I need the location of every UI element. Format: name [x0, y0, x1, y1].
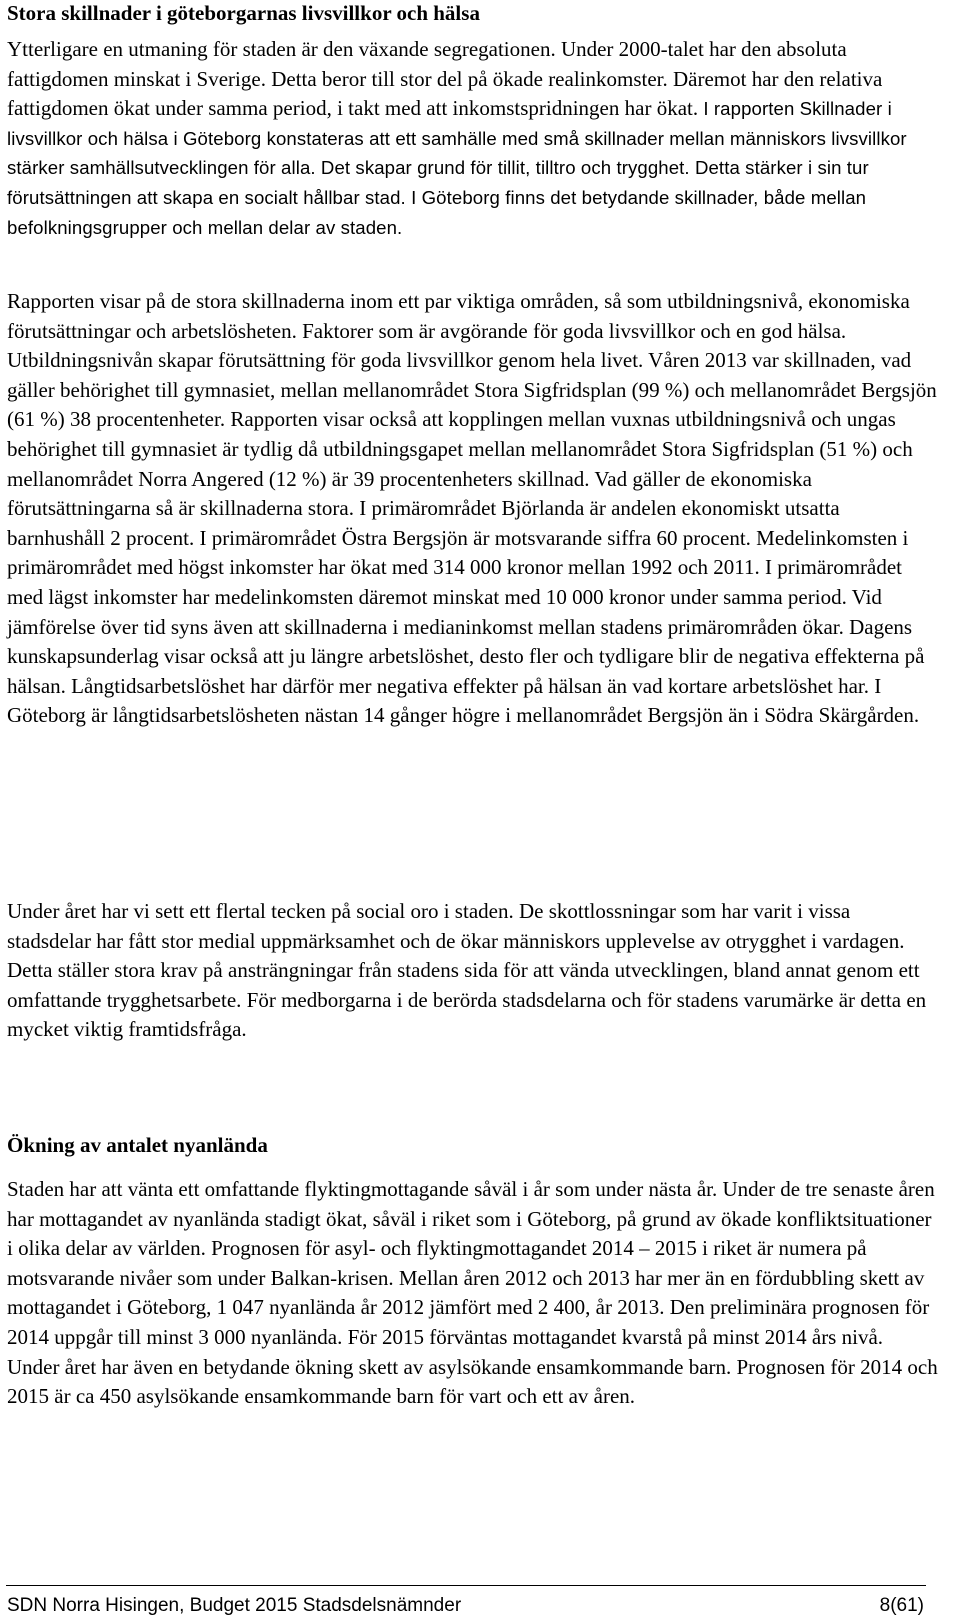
footer-document-title: SDN Norra Hisingen, Budget 2015 Stadsdelsnämnder [7, 1595, 462, 1616]
section-heading-stora-skillnader: Stora skillnader i göteborgarnas livsvillkor och hälsa [7, 1, 480, 25]
paragraph-skillnader-rapport: Rapporten visar på de stora skillnaderna inom ett par viktiga områden, så som utbildningsnivå, ekonomiska förutsättningar och arbetslösheten. Faktorer som är avgörande för goda livsvillkor och en god hälsa. Utbildningsnivån skapar förutsättning för goda livsvillkor genom hela livet. Våren 2013 var skillnaden, vad gäller behörighet till gymnasiet, mellan mellanområdet Stora Sigfridsplan (99 %) och mellanområdet Bergsjön (61 %) 38 procentenheter. Rapporten visar också att kopplingen mellan vuxnas utbildningsnivå och ungas behörighet till gymnasiet är tydlig då utbildningsgapet mellan mellanområdet Stora Sigfridsplan (51 %) och mellanområdet Norra Angered (12 %) är 39 procentenheters skillnad. Vad gäller de ekonomiska förutsättningarna så är skillnaderna stora. I primärområdet Björlanda är andelen ekonomiskt utsatta barnhushåll 2 procent. I primärområdet Östra Bergsjön är motsvarande siffra 60 procent. Medelinkomsten i primärområdet med högst inkomster har ökat med 314 000 kronor mellan 1992 och 2011. I primärområdet med lägst inkomster har medelinkomsten däremot minskat med 10 000 kronor under samma period. Vid jämförelse över tid syns även att skillnaderna i medianinkomst mellan stadens primärområden ökar. Dagens kunskapsunderlag visar också att ju längre arbetslöshet, desto fler och tydligare blir de negativa effekterna på hälsan. Långtidsarbetslöshet har därför mer negativa effekter på hälsan än vad kortare arbetslöshet har. I Göteborg är långtidsarbetslösheten nästan 14 gånger högre i mellanområdet Bergsjön än i Södra Skärgården. [7, 289, 937, 728]
paragraph-segregation-part-1: Ytterligare en utmaning för staden är den växande segregationen. Under 2000-talet har den absoluta fattigdomen minskat i Sverige. Detta beror till stor del på ökade realinkomster. Däremot har den relativa fattigdomen ökat under samma period, i takt med att inkomstspridningen har ökat. [7, 37, 883, 121]
paragraph-social-oro: Under året har vi sett ett flertal tecken på social oro i staden. De skottlossningar som har varit i vissa stadsdelar har fått stor medial uppmärksamhet och de ökar människors upplevelse av otrygghet i vardagen. Detta ställer stora krav på ansträngningar från stadens sida för att vända utvecklingen, bland annat genom ett omfattande trygghetsarbete. För medborgarna i de berörda stadsdelarna och för stadens varumärke är detta en mycket viktig framtidsfråga. [7, 899, 927, 1042]
paragraph-segregation [7, 35, 939, 242]
paragraph-segregation-part-2: I rapporten Skillnader i livsvillkor och hälsa i Göteborg konstateras att ett samhälle med små skillnader mellan människors livsvillkor stärker samhällsutvecklingen för alla. Det skapar grund för tillit, tilltro och trygghet. Detta stärker i sin tur förutsättningen att skapa en socialt hållbar stad. I Göteborg finns det betydande skillnader, både mellan befolkningsgrupper och mellan delar av staden. [7, 98, 907, 238]
footer-page-number: 8(61) [879, 1595, 924, 1616]
footer-divider [6, 1585, 926, 1586]
section-heading-nyanlanda: Ökning av antalet nyanlända [7, 1133, 268, 1157]
paragraph-nyanlanda: Staden har att vänta ett omfattande flyktingmottagande såväl i år som under nästa år. Under de tre senaste åren har mottagandet av nyanlända stadigt ökat, såväl i riket som i Göteborg, på grund av ökade konfliktsituationer i olika delar av världen. Prognosen för asyl- och flyktingmottagandet 2014 – 2015 i riket är numera på motsvarande nivåer som under Balkan-krisen. Mellan åren 2012 och 2013 har mer än en fördubbling skett av mottagandet i Göteborg, 1 047 nyanlända år 2012 jämfört med 2 400, år 2013. Den preliminära prognosen för 2014 uppgår till minst 3 000 nyanlända. För 2015 förväntas mottagandet kvarstå på minst 2014 års nivå. Under året har även en betydande ökning skett av asylsökande ensamkommande barn. Prognosen för 2014 och 2015 är ca 450 asylsökande ensamkommande barn för vart och ett av åren. [7, 1177, 938, 1409]
page-footer [0, 1585, 960, 1624]
